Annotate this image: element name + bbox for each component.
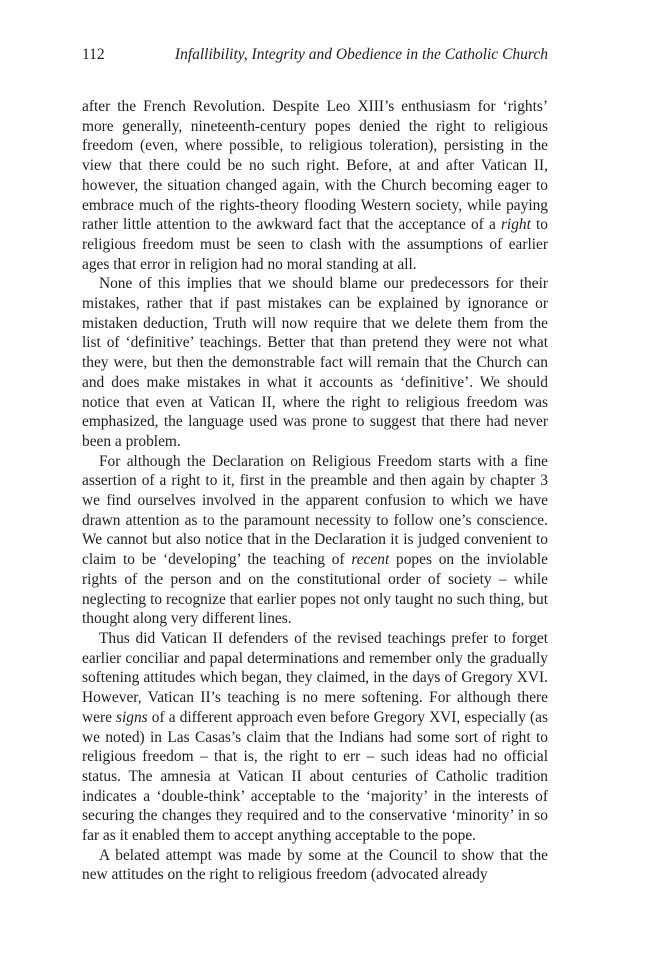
paragraph [82,846,548,885]
text-run: None of this implies that we should blame our predecessors for their mistakes, rather that if past mistakes can be explained by ignorance or mistaken deduction, Truth will now require that we delete them from the list of ‘definitive’ teachings. Better that than pretend they were not what they were, but then the demonstrable fact will remain that the Church can and does make mistakes in what it accounts as ‘definitive’. We should notice that even at Vatican II, where the right to religious freedom was emphasized, the language used was prone to suggest that there had never been a problem. [82,275,548,450]
page-number: 112 [82,46,105,63]
paragraph [82,274,548,451]
paragraph [82,629,548,846]
text-run: Thus did Vatican II defenders of the revised teachings prefer to forget earlier conciliar and papal determinations and remember only the gradually softening attitudes which began, they claimed, in the days of Gregory XVI. However, Vatican II’s teaching is no mere softening. For although there were [82,629,548,726]
text-run: popes on the inviolable rights of the person and on the constitutional order of society – while neglecting to recognize that earlier popes not only taught no such thing, but thought along very different lines. [82,551,548,628]
text-run: For although the Declaration on Religious Freedom starts with a fine assertion of a right to it, first in the preamble and then again by chapter 3 we find ourselves involved in the apparent confusion to which we have drawn attention as to the paramount necessity to follow one’s conscience. We cannot but also notice that in the Declaration it is judged convenient to claim to be ‘developing’ the teaching of [82,452,548,569]
italic-run: signs [116,708,148,726]
paragraph [82,452,548,629]
italic-run: right [500,216,531,234]
text-run: after the French Revolution. Despite Leo XIII’s enthusiasm for ‘rights’ more generally, nineteenth-century popes denied the right to religious freedom (even, where possible, to religious toleration), persisting in the view that there could be no such right. Before, at and after Vatican II, however, the situation changed again, with the Church becoming eager to embrace much of the rights-theory flooding Western society, while paying rather little attention to the awkward fact that the acceptance of a [82,98,548,234]
text-run: A belated attempt was made by some at the Council to show that the new attitudes on the right to religious freedom (advocated already [82,846,548,884]
paragraph [82,97,548,274]
text-run: to religious freedom must be seen to clash with the assumptions of earlier ages that error in religion had no moral standing at all. [82,216,548,273]
italic-run: recent [351,551,390,569]
body-text [82,97,548,885]
running-title: Infallibility, Integrity and Obedience in the Catholic Church [174,46,548,63]
text-run: of a different approach even before Gregory XVI, especially (as we noted) in Las Casas’s claim that the Indians had some sort of right to religious freedom – that is, the right to err – such ideas had no official status. The amnesia at Vatican II about centuries of Catholic tradition indicates a ‘double-think’ acceptable to the ‘majority’ in the interests of securing the changes they required and to the conservative ‘minority’ in so far as it enabled them to accept anything acceptable to the pope. [82,708,548,845]
page-header [82,46,548,68]
